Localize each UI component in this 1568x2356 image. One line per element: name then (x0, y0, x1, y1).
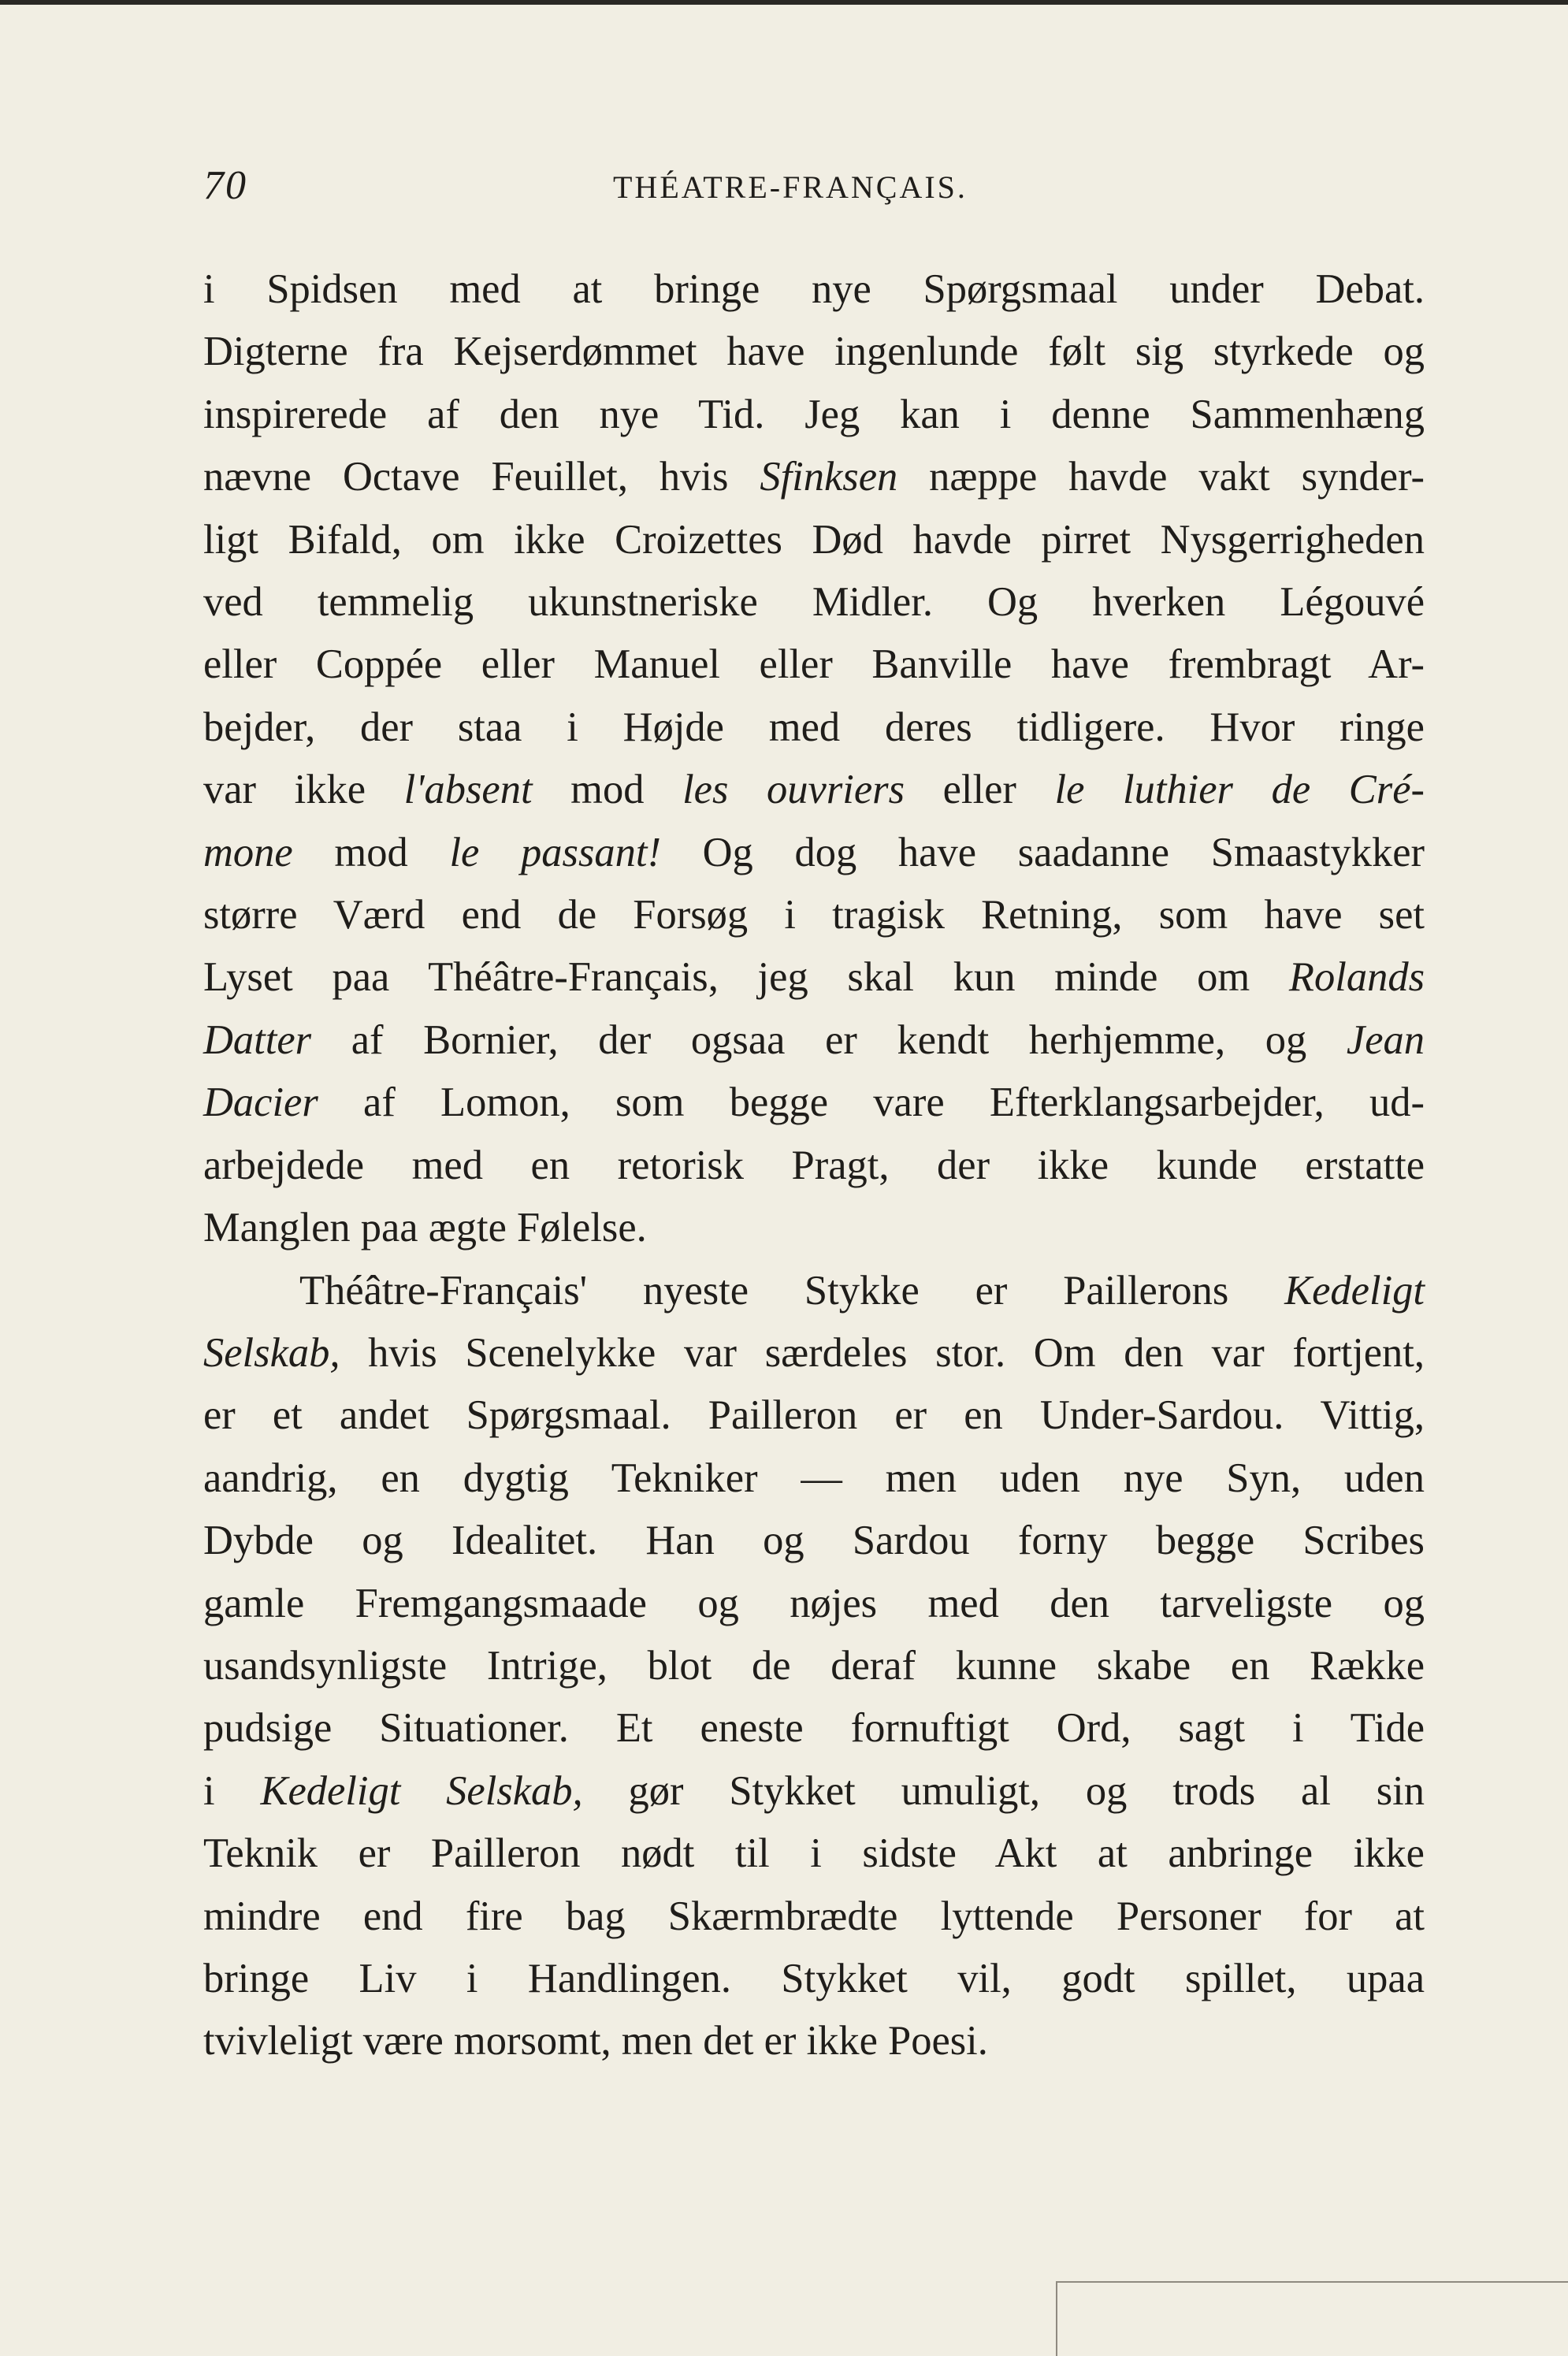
text-line: Manglen paa ægte Følelse. (203, 1205, 647, 1251)
text-line: i Kedeligt Selskab, gør Stykket umuligt, og trods al sin (203, 1767, 1425, 1814)
text-line: Datter af Bornier, der ogsaa er kendt herhjemme, og Jean (203, 1016, 1425, 1063)
text-line: ved temmelig ukunstneriske Midler. Og hverken Légouvé (203, 579, 1425, 626)
running-title: THÉATRE-FRANÇAIS. (613, 169, 968, 205)
text-line: mone mod le passant! Og dog have saadanne Smaastykker (203, 829, 1425, 875)
body-text (203, 258, 1425, 2073)
text-line: var ikke l'absent mod les ouvriers eller le luthier de Cré- (203, 767, 1425, 813)
text-line: Teknik er Pailleron nødt til i sidste Akt at anbringe ikke (203, 1830, 1425, 1877)
text-line: gamle Fremgangsmaade og nøjes med den tarveligste og (203, 1580, 1425, 1626)
text-line: Dacier af Lomon, som begge vare Efterklangsarbejder, ud- (203, 1080, 1425, 1126)
text-line: Digterne fra Kejserdømmet have ingenlunde følt sig styrkede og (203, 329, 1425, 375)
page-header (203, 154, 1425, 225)
text-line: Lyset paa Théâtre-Français, jeg skal kun minde om Rolands (203, 954, 1425, 1001)
text-line: usandsynligste Intrige, blot de deraf kunne skabe en Række (203, 1642, 1425, 1689)
scan-top-edge (0, 0, 1568, 5)
text-line: nævne Octave Feuillet, hvis Sfinksen næppe havde vakt synder- (203, 454, 1425, 500)
text-line: mindre end fire bag Skærmbrædte lyttende Personer for at (203, 1893, 1425, 1939)
scan-corner-mark (1056, 2281, 1568, 2356)
text-line: tvivleligt være morsomt, men det er ikke Poesi. (203, 2018, 988, 2064)
text-line: pudsige Situationer. Et eneste fornuftigt Ord, sagt i Tide (203, 1705, 1425, 1752)
text-line: eller Coppée eller Manuel eller Banville have frembragt Ar- (203, 641, 1425, 688)
text-line: bejder, der staa i Højde med deres tidligere. Hvor ringe (203, 704, 1425, 750)
text-line: Dybde og Idealitet. Han og Sardou forny begge Scribes (203, 1518, 1425, 1564)
text-line: i Spidsen med at bringe nye Spørgsmaal under Debat. (203, 266, 1425, 312)
text-line: arbejdede med en retorisk Pragt, der ikke kunde erstatte (203, 1142, 1425, 1188)
text-line: Théâtre-Français' nyeste Stykke er Paillerons Kedeligt (299, 1267, 1425, 1314)
page-number: 70 (203, 163, 247, 208)
text-line: ligt Bifald, om ikke Croizettes Død havde pirret Nysgerrigheden (203, 516, 1425, 563)
text-line: bringe Liv i Handlingen. Stykket vil, godt spillet, upaa (203, 1955, 1425, 2001)
text-line: er et andet Spørgsmaal. Pailleron er en Under-Sardou. Vittig, (203, 1392, 1425, 1439)
text-line: aandrig, en dygtig Tekniker — men uden nye Syn, uden (203, 1455, 1425, 1501)
text-line: større Værd end de Forsøg i tragisk Retning, som have set (203, 892, 1425, 938)
text-line: Selskab, hvis Scenelykke var særdeles stor. Om den var fortjent, (203, 1329, 1425, 1376)
text-line: inspirerede af den nye Tid. Jeg kan i denne Sammenhæng (203, 391, 1425, 437)
